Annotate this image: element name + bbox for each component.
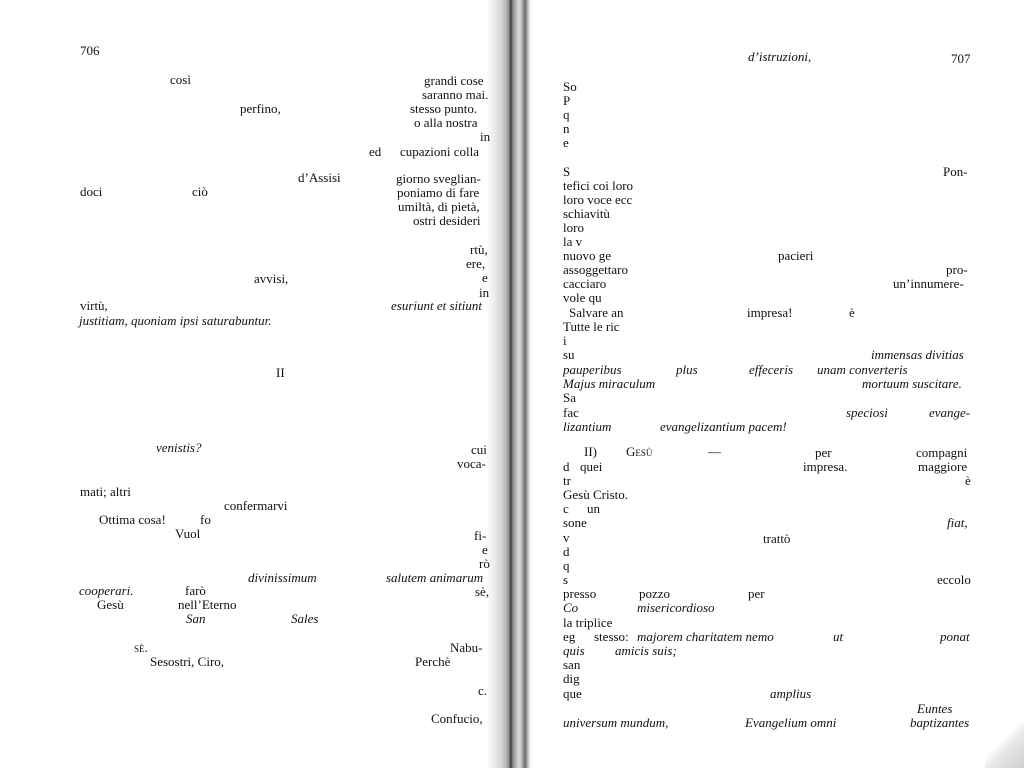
text-fragment: d xyxy=(563,459,570,474)
text-fragment: giorno sveglian- xyxy=(396,171,481,186)
text-fragment: la v xyxy=(563,234,583,249)
text-fragment: assoggettaro xyxy=(563,262,628,277)
section-heading: II) xyxy=(584,444,597,459)
latin-phrase: baptizantes xyxy=(910,715,970,730)
text-fragment: cui xyxy=(471,442,487,457)
text-fragment: Vuol xyxy=(175,526,201,541)
text-fragment: Co xyxy=(563,600,579,615)
latin-phrase: lizantium xyxy=(563,419,612,434)
latin-phrase: misericordioso xyxy=(637,600,715,615)
text-fragment: rtù, xyxy=(470,242,488,257)
text-fragment: n xyxy=(563,121,570,136)
latin-phrase: amicis suis; xyxy=(615,643,677,658)
text-fragment: compagni xyxy=(916,445,968,460)
text-fragment: tr xyxy=(563,473,571,488)
text-fragment: sè, xyxy=(475,584,490,599)
text-fragment: fi- xyxy=(474,528,487,543)
text-fragment: maggiore xyxy=(918,459,968,474)
text-fragment: avvisi, xyxy=(254,271,289,286)
text-fragment: così xyxy=(170,72,191,87)
text-fragment: fo xyxy=(200,512,211,527)
text-fragment: sone xyxy=(563,515,587,530)
text-fragment: P xyxy=(563,93,571,108)
text-fragment: sè. xyxy=(134,640,148,655)
text-fragment: — xyxy=(708,444,721,459)
text-fragment: stesso punto. xyxy=(410,101,478,116)
page-number-right: 707 xyxy=(951,51,971,66)
text-fragment: voca- xyxy=(457,456,486,471)
text-fragment: Sa xyxy=(563,390,576,405)
latin-phrase: salutem animarum xyxy=(386,570,484,585)
text-fragment: v xyxy=(563,530,570,545)
text-fragment: eg xyxy=(563,629,576,644)
text-fragment: in xyxy=(479,285,490,300)
latin-phrase: amplius xyxy=(770,686,812,701)
latin-phrase: speciosi xyxy=(846,405,888,420)
text-fragment: ere, xyxy=(466,256,486,271)
latin-phrase: unam converteris xyxy=(817,362,908,377)
text-fragment: per xyxy=(748,586,765,601)
text-fragment: Tutte le ric xyxy=(563,319,620,334)
text-fragment: q xyxy=(563,107,570,122)
latin-phrase: ponat xyxy=(940,629,970,644)
latin-phrase: esuriunt et sitiunt xyxy=(391,298,482,313)
latin-phrase: evangelizantium pacem! xyxy=(660,419,787,434)
text-fragment: un xyxy=(587,501,600,516)
text-fragment: o alla nostra xyxy=(414,115,478,130)
text-fragment: in xyxy=(480,129,491,144)
text-fragment: rò xyxy=(479,556,490,571)
text-fragment: su xyxy=(563,347,575,362)
latin-phrase: immensas divitias xyxy=(871,347,964,362)
latin-phrase: pauperibus xyxy=(563,362,622,377)
latin-phrase: quis xyxy=(563,643,585,658)
text-fragment: è xyxy=(965,473,971,488)
text-fragment: Ottima cosa! xyxy=(99,512,166,527)
text-fragment: Salvare an xyxy=(569,305,624,320)
text-fragment: c. xyxy=(478,683,488,698)
text-fragment: umiltà, di pietà, xyxy=(398,199,480,214)
text-fragment: Gesù xyxy=(626,444,653,459)
latin-phrase: effeceris xyxy=(749,362,794,377)
latin-phrase: Majus miraculum xyxy=(563,376,656,391)
latin-phrase: majorem charitatem nemo xyxy=(637,629,774,644)
text-fragment: vole qu xyxy=(563,290,602,305)
text-fragment: impresa. xyxy=(803,459,848,474)
latin-phrase: ut xyxy=(833,629,844,644)
text-fragment: quei xyxy=(580,459,603,474)
latin-phrase: plus xyxy=(676,362,698,377)
latin-phrase: universum mundum, xyxy=(563,715,669,730)
text-fragment: ciò xyxy=(192,184,208,199)
text-fragment: d xyxy=(563,544,570,559)
page-number-left: 706 xyxy=(80,43,100,58)
book-spine-line xyxy=(520,0,530,768)
text-fragment: san xyxy=(563,657,581,672)
text-fragment: S xyxy=(563,164,571,179)
text-fragment: pro- xyxy=(946,262,968,277)
text-fragment: que xyxy=(563,686,582,701)
text-fragment: mati; altri xyxy=(80,484,131,499)
text-fragment: trattò xyxy=(763,531,791,546)
text-fragment: cacciaro xyxy=(563,276,607,291)
latin-phrase: divinissimum xyxy=(248,570,317,585)
text-fragment: San xyxy=(186,611,206,626)
text-fragment: e xyxy=(563,135,569,150)
text-fragment: tefici coi loro xyxy=(563,178,634,193)
text-fragment: c xyxy=(563,501,569,516)
text-fragment: per xyxy=(815,445,832,460)
latin-phrase: mortuum suscitare. xyxy=(862,376,962,391)
latin-phrase: venistis? xyxy=(156,440,202,455)
text-fragment: fac xyxy=(563,405,579,420)
text-fragment: Sales xyxy=(291,611,319,626)
text-fragment: So xyxy=(563,79,577,94)
text-fragment: impresa! xyxy=(747,305,793,320)
text-fragment: grandi cose xyxy=(424,73,484,88)
page-corner-shadow xyxy=(985,722,1024,768)
text-fragment: Gesù xyxy=(97,597,124,612)
text-fragment: presso xyxy=(563,586,597,601)
text-fragment: Confucio, xyxy=(431,711,483,726)
text-fragment: s xyxy=(563,572,569,587)
text-fragment: saranno mai. xyxy=(422,87,489,102)
text-fragment: cupazioni colla xyxy=(400,144,480,159)
text-fragment: Nabu- xyxy=(450,640,483,655)
text-fragment: dig xyxy=(563,671,580,686)
text-fragment: perfino, xyxy=(240,101,281,116)
text-fragment: d’Assisi xyxy=(298,170,341,185)
text-fragment: doci xyxy=(80,184,103,199)
text-fragment: nell’Eterno xyxy=(178,597,237,612)
text-fragment: pozzo xyxy=(639,586,671,601)
text-fragment: pacieri xyxy=(778,248,814,263)
text-fragment: stesso: xyxy=(594,629,629,644)
text-fragment: e xyxy=(482,270,488,285)
running-head: d’istruzioni, xyxy=(748,49,812,64)
text-fragment: nuovo ge xyxy=(563,248,612,263)
text-fragment: Sesostri, Ciro, xyxy=(150,654,225,669)
latin-phrase: evange- xyxy=(929,405,971,420)
text-fragment: loro voce ecc xyxy=(563,192,633,207)
text-fragment: è xyxy=(849,305,855,320)
text-fragment: ed xyxy=(369,144,382,159)
latin-phrase: Euntes xyxy=(917,701,953,716)
text-fragment: Pon- xyxy=(943,164,968,179)
text-fragment: farò xyxy=(185,583,206,598)
text-fragment: fiat, xyxy=(947,515,968,530)
text-fragment: e xyxy=(482,542,488,557)
section-heading: II xyxy=(276,365,285,380)
text-fragment: schiavitù xyxy=(563,206,610,221)
text-fragment: q xyxy=(563,558,570,573)
text-fragment: ostri desideri xyxy=(413,213,481,228)
text-fragment: poniamo di fare xyxy=(397,185,480,200)
text-fragment: Perchè xyxy=(415,654,451,669)
text-fragment: Gesù Cristo. xyxy=(563,487,628,502)
text-fragment: i xyxy=(563,333,567,348)
latin-phrase: Evangelium omni xyxy=(745,715,837,730)
latin-phrase: cooperari. xyxy=(79,583,134,598)
text-fragment: loro xyxy=(563,220,584,235)
text-fragment: un’innumere- xyxy=(893,276,964,291)
latin-phrase: justitiam, quoniam ipsi saturabuntur. xyxy=(79,313,272,328)
text-fragment: virtù, xyxy=(80,298,108,313)
text-fragment: confermarvi xyxy=(224,498,288,513)
text-fragment: la triplice xyxy=(563,615,613,630)
text-fragment: eccolo xyxy=(937,572,971,587)
